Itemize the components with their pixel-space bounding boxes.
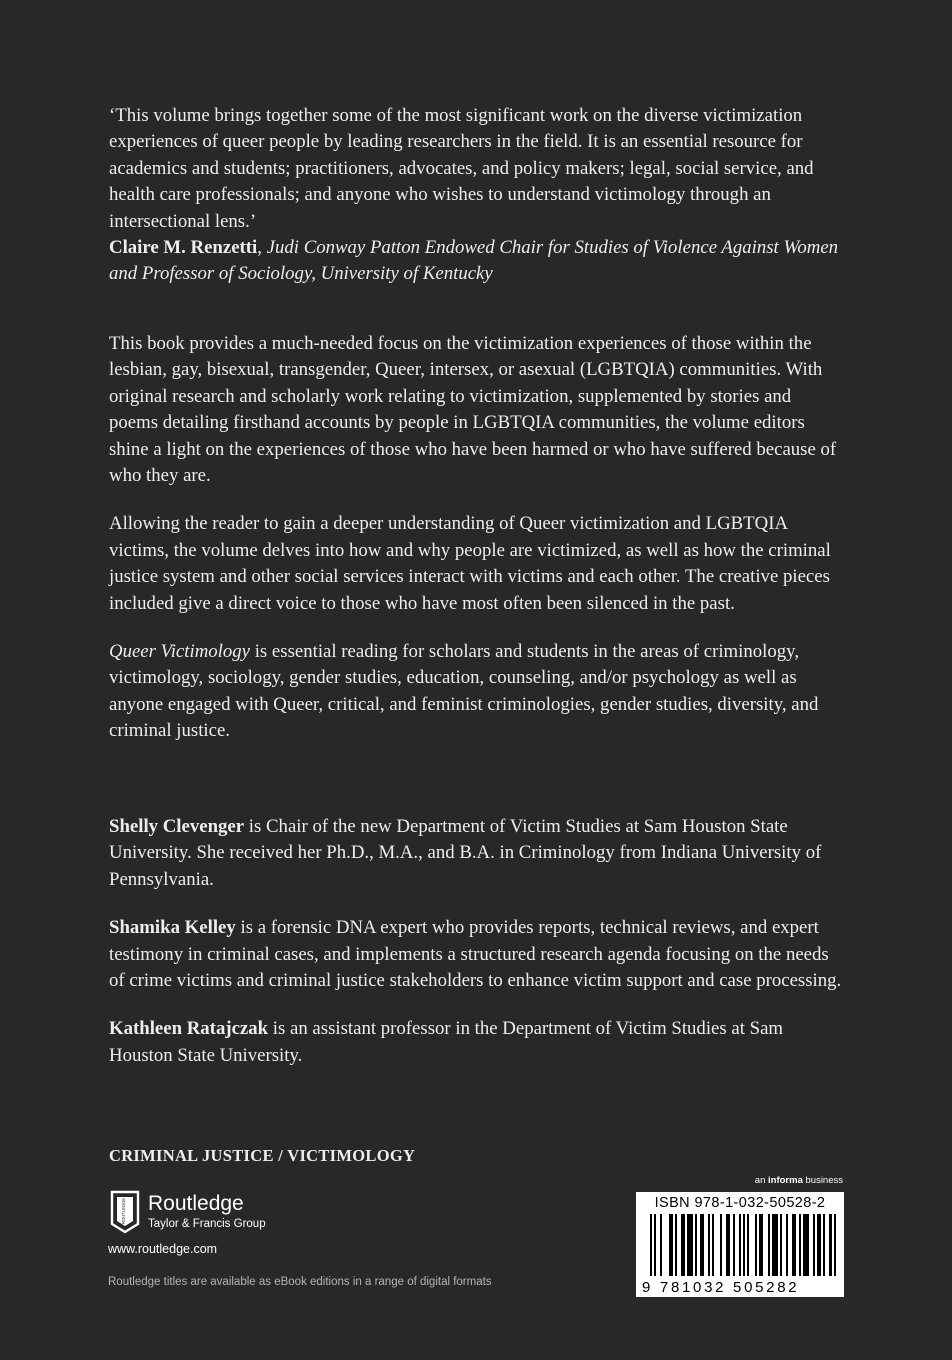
author-bio bbox=[109, 1016, 844, 1069]
author-bio bbox=[109, 814, 844, 893]
description-paragraph-1: This book provides a much-needed focus on the victimization experiences of those within the lesbian, gay, bisexual, transgender, Queer, intersex, or asexual (LGBTQIA) communities. With original research and scholarly work relating to victimization, supplemented by stories and poems detailing firsthand accounts by people in LGBTQIA communities, the volume editors shine a light on the experiences of those who have been harmed or who have suffered because of who they are. bbox=[109, 333, 837, 487]
description-block bbox=[109, 331, 844, 767]
ebook-note: Routledge titles are available as eBook editions in a range of digital formats bbox=[108, 1276, 492, 1288]
author-name: Shelly Clevenger bbox=[109, 816, 245, 837]
logo-mark-text: ROUTLEDGE bbox=[121, 1197, 126, 1225]
isbn-barcode bbox=[636, 1192, 844, 1297]
book-title-italic: Queer Victimology bbox=[109, 641, 250, 663]
publisher-website: www.routledge.com bbox=[108, 1242, 218, 1256]
author-bio-text: is Chair of the new Department of Victim Studies at Sam Houston State University. She received her Ph.D., M.A., and B.A. in Criminology from Indiana University of Pennsylvania. bbox=[109, 816, 822, 890]
informa-brand: informa bbox=[768, 1175, 803, 1186]
routledge-mark-icon bbox=[108, 1190, 142, 1234]
barcode-bar bbox=[834, 1214, 836, 1276]
endorsement-block bbox=[109, 103, 844, 288]
barcode-bars bbox=[650, 1214, 836, 1276]
endorser-name: Claire M. Renzetti bbox=[109, 237, 258, 259]
endorser-title: Judi Conway Patton Endowed Chair for Studies of Violence Against Women and Professor of Sociology, University of Kentucky bbox=[109, 237, 839, 285]
endorsement-attribution: Claire M. Renzetti, Judi Conway Patton Endowed Chair for Studies of Violence Against Women and Professor of Sociology, University of Kentucky bbox=[109, 237, 839, 285]
author-bios bbox=[109, 814, 844, 1091]
publisher-group: Taylor & Francis Group bbox=[148, 1218, 266, 1230]
informa-business-tag bbox=[755, 1175, 843, 1186]
author-name: Shamika Kelley bbox=[109, 917, 236, 939]
description-paragraph-3-text: is essential reading for scholars and students in the areas of criminology, victimology, sociology, gender studies, education, counseling, and/or psychology as well as anyone engaged with Queer, critical, and feminist criminologies, gender studies, diversity, and criminal justice. bbox=[109, 641, 819, 742]
author-bio bbox=[109, 915, 844, 994]
author-bio-text: is an assistant professor in the Department of Victim Studies at Sam Houston State University. bbox=[109, 1018, 784, 1066]
informa-prefix: an bbox=[754, 1175, 769, 1186]
author-bio-text: is a forensic DNA expert who provides reports, technical reviews, and expert testimony in criminal cases, and implements a structured research agenda focusing on the needs of crime victims and criminal justice stakeholders to enhance victim support and case processing. bbox=[109, 917, 842, 992]
description-paragraph-2: Allowing the reader to gain a deeper understanding of Queer victimization and LGBTQIA victims, the volume delves into how and why people are victimized, as well as how the criminal justice system and other social services interact with victims and each other. The creative pieces included give a direct voice to those who have most often been silenced in the past. bbox=[109, 513, 831, 614]
author-name: Kathleen Ratajczak bbox=[109, 1018, 269, 1040]
endorsement-quote: ‘This volume brings together some of the most significant work on the diverse victimization experiences of queer people by leading researchers in the field. It is an essential resource for academics and students; practitioners, advocates, and policy makers; legal, social service, and health care professionals; and anyone who wishes to understand victimology through an intersectional lens.’ bbox=[109, 105, 814, 232]
isbn-label: ISBN 978-1-032-50528-2 bbox=[654, 1195, 826, 1211]
publisher-name: Routledge bbox=[148, 1192, 244, 1215]
informa-suffix: business bbox=[802, 1175, 843, 1186]
logo-wordmark bbox=[148, 1192, 266, 1231]
barcode-digits: 9 781032 505282 bbox=[642, 1279, 800, 1296]
description-paragraph-3 bbox=[109, 639, 844, 745]
subject-category: CRIMINAL JUSTICE / VICTIMOLOGY bbox=[109, 1146, 416, 1165]
routledge-logo bbox=[108, 1190, 308, 1238]
